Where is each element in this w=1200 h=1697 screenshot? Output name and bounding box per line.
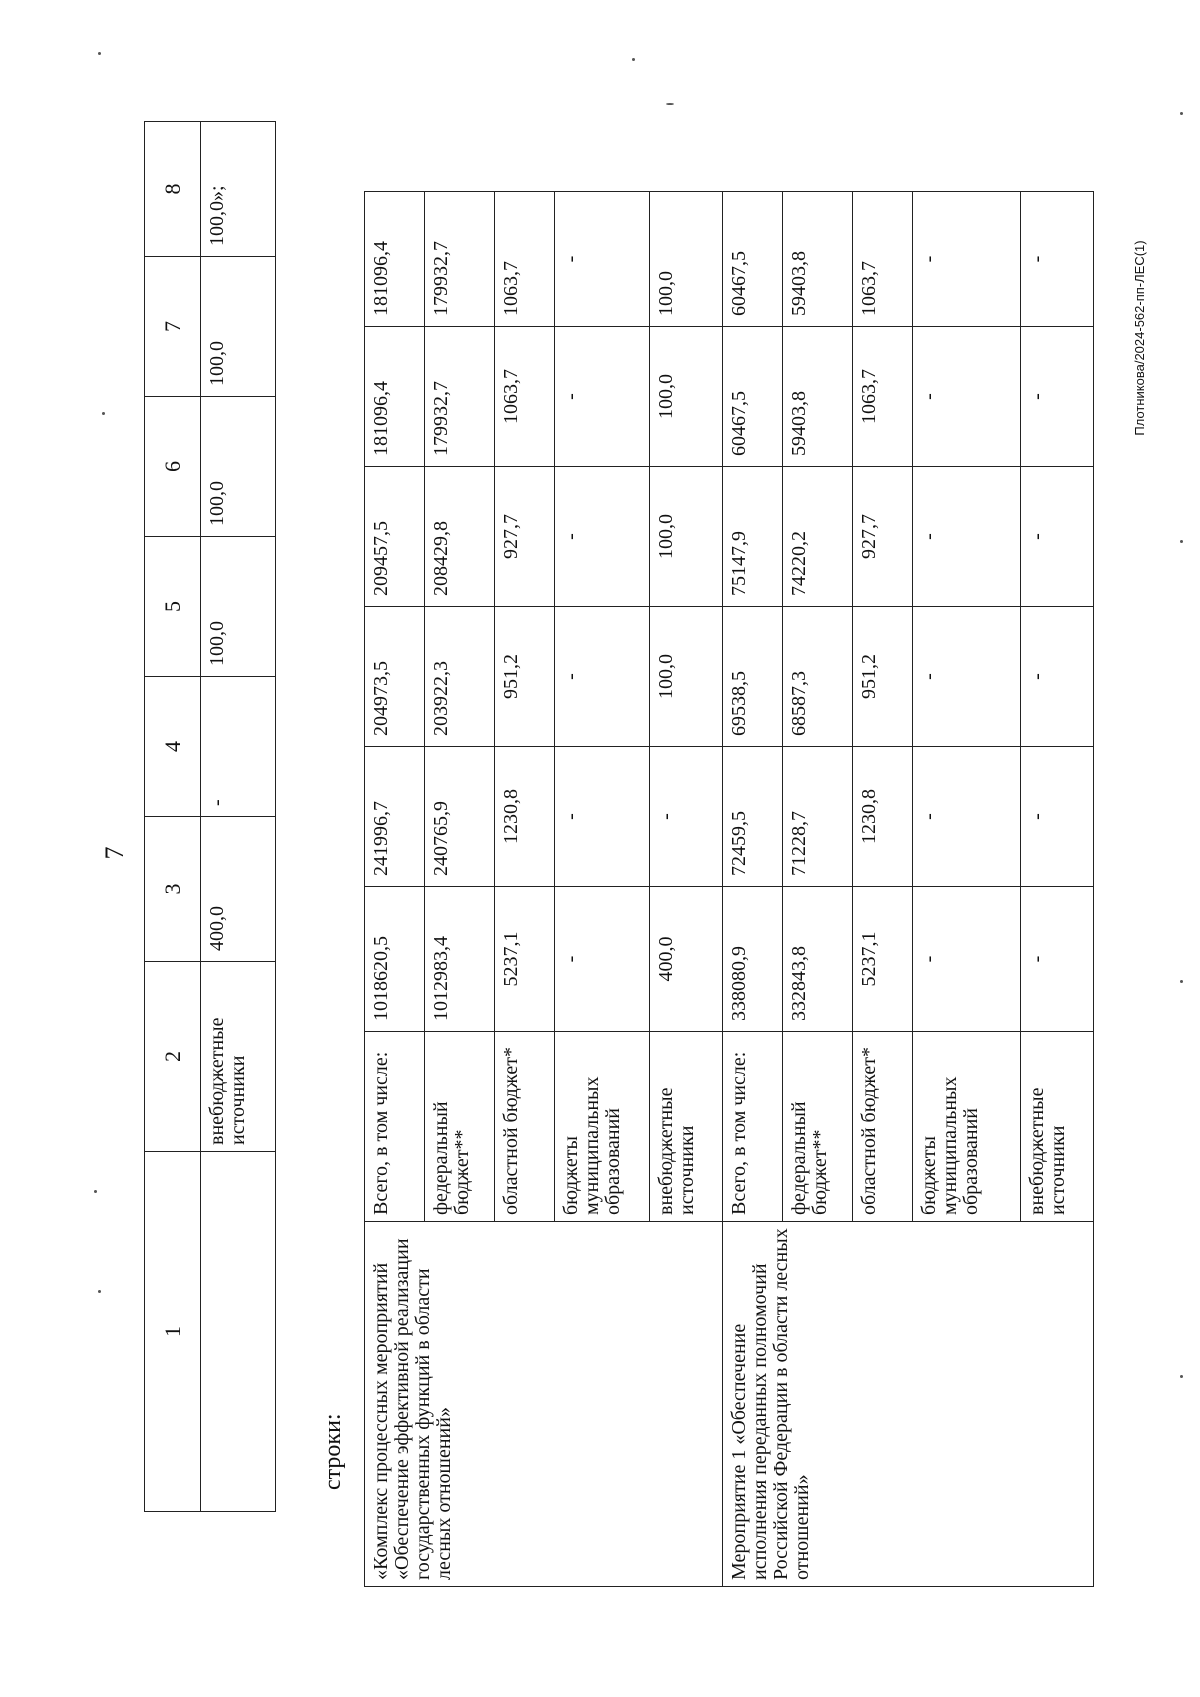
value-cell: 338080,9 xyxy=(723,887,783,1032)
value-cell: 75147,9 xyxy=(723,467,783,607)
value-cell: - xyxy=(913,607,1021,747)
value-cell: 181096,4 xyxy=(365,327,425,467)
source-cell: бюджеты муниципальных образований xyxy=(913,1032,1021,1222)
source-cell: федеральный бюджет** xyxy=(783,1032,853,1222)
value-cell: - xyxy=(650,747,723,887)
scan-speck xyxy=(1180,540,1183,543)
table-row xyxy=(201,122,276,1512)
value-cell: 71228,7 xyxy=(783,747,853,887)
value-cell: 181096,4 xyxy=(365,192,425,327)
value-cell: - xyxy=(913,327,1021,467)
value-cell: - xyxy=(555,327,650,467)
scan-speck xyxy=(1180,1375,1183,1378)
value-cell: 100,0 xyxy=(201,537,276,677)
value-cell: - xyxy=(555,192,650,327)
value-cell: - xyxy=(913,467,1021,607)
table-row xyxy=(723,192,783,1587)
value-cell: 179932,7 xyxy=(425,192,495,327)
value-cell: 241996,7 xyxy=(365,747,425,887)
main-table xyxy=(364,191,1094,1587)
value-cell: 100,0 xyxy=(201,397,276,537)
value-cell: - xyxy=(555,747,650,887)
scan-speck xyxy=(98,1290,101,1293)
value-cell: - xyxy=(1021,607,1094,747)
value-cell: - xyxy=(555,887,650,1032)
header-cell: 8 xyxy=(145,122,201,257)
empty-cell xyxy=(201,1152,276,1512)
value-cell: - xyxy=(1021,887,1094,1032)
value-cell: 1230,8 xyxy=(853,747,913,887)
value-cell: 59403,8 xyxy=(783,192,853,327)
value-cell: 100,0 xyxy=(650,192,723,327)
page-number: 7 xyxy=(100,846,129,860)
source-cell: областной бюджет* xyxy=(853,1032,913,1222)
value-cell: - xyxy=(555,607,650,747)
value-cell: 240765,9 xyxy=(425,747,495,887)
value-cell: 74220,2 xyxy=(783,467,853,607)
value-cell: 100,0 xyxy=(201,257,276,397)
value-cell: 400,0 xyxy=(650,887,723,1032)
value-cell: 68587,3 xyxy=(783,607,853,747)
value-cell: 927,7 xyxy=(495,467,555,607)
scan-speck xyxy=(1180,980,1183,983)
value-cell: 1063,7 xyxy=(853,192,913,327)
value-cell: - xyxy=(1021,467,1094,607)
scan-speck xyxy=(666,103,674,105)
header-cell: 1 xyxy=(145,1152,201,1512)
header-cell: 5 xyxy=(145,537,201,677)
value-cell: 1063,7 xyxy=(495,327,555,467)
header-row xyxy=(145,122,201,1512)
value-cell: 1230,8 xyxy=(495,747,555,887)
value-cell: - xyxy=(201,677,276,817)
value-cell: - xyxy=(555,467,650,607)
value-cell: 332843,8 xyxy=(783,887,853,1032)
header-cell: 7 xyxy=(145,257,201,397)
header-cell: 6 xyxy=(145,397,201,537)
table-row xyxy=(365,192,425,1587)
value-cell: 1018620,5 xyxy=(365,887,425,1032)
value-cell: 927,7 xyxy=(853,467,913,607)
value-cell: 951,2 xyxy=(495,607,555,747)
scan-speck xyxy=(1180,112,1183,115)
value-cell: 100,0 xyxy=(650,467,723,607)
header-cell: 2 xyxy=(145,962,201,1152)
value-cell: 951,2 xyxy=(853,607,913,747)
header-cell: 3 xyxy=(145,817,201,962)
value-cell: 5237,1 xyxy=(495,887,555,1032)
value-cell: 204973,5 xyxy=(365,607,425,747)
value-cell: 59403,8 xyxy=(783,327,853,467)
source-cell: областной бюджет* xyxy=(495,1032,555,1222)
value-cell: - xyxy=(913,192,1021,327)
scan-speck xyxy=(94,1190,97,1193)
top-table xyxy=(144,121,276,1512)
value-cell: 179932,7 xyxy=(425,327,495,467)
scan-speck xyxy=(98,52,101,55)
rows-label: строки: xyxy=(320,1413,346,1490)
value-cell: 1012983,4 xyxy=(425,887,495,1032)
value-cell: - xyxy=(913,887,1021,1032)
value-cell: 203922,3 xyxy=(425,607,495,747)
source-cell: Всего, в том числе: xyxy=(365,1032,425,1222)
scan-speck xyxy=(632,58,635,61)
value-cell: 60467,5 xyxy=(723,192,783,327)
source-cell: внебюджетные источники xyxy=(1021,1032,1094,1222)
value-cell: 1063,7 xyxy=(853,327,913,467)
value-cell: 209457,5 xyxy=(365,467,425,607)
value-cell: - xyxy=(913,747,1021,887)
value-cell: 400,0 xyxy=(201,817,276,962)
group-title: Мероприятие 1 «Обеспечение исполнения переданных полномочий Российской Федерации в области лесных отношений» xyxy=(723,1222,1094,1587)
value-cell: 72459,5 xyxy=(723,747,783,887)
source-cell: Всего, в том числе: xyxy=(723,1032,783,1222)
value-cell: - xyxy=(1021,327,1094,467)
value-cell: 5237,1 xyxy=(853,887,913,1032)
scan-speck xyxy=(102,412,105,415)
source-cell: внебюджетные источники xyxy=(201,962,276,1152)
value-cell: - xyxy=(1021,192,1094,327)
value-cell: 208429,8 xyxy=(425,467,495,607)
value-cell: 100,0 xyxy=(650,607,723,747)
header-cell: 4 xyxy=(145,677,201,817)
value-cell: 100,0 xyxy=(650,327,723,467)
value-cell: 69538,5 xyxy=(723,607,783,747)
source-cell: внебюджетные источники xyxy=(650,1032,723,1222)
value-cell: 60467,5 xyxy=(723,327,783,467)
value-cell: 100,0»; xyxy=(201,122,276,257)
source-cell: бюджеты муниципальных образований xyxy=(555,1032,650,1222)
value-cell: - xyxy=(1021,747,1094,887)
value-cell: 1063,7 xyxy=(495,192,555,327)
group-title: «Комплекс процессных мероприятий «Обеспечение эффективной реализации государственных функций в области лесных отношений» xyxy=(365,1222,723,1587)
source-cell: федеральный бюджет** xyxy=(425,1032,495,1222)
